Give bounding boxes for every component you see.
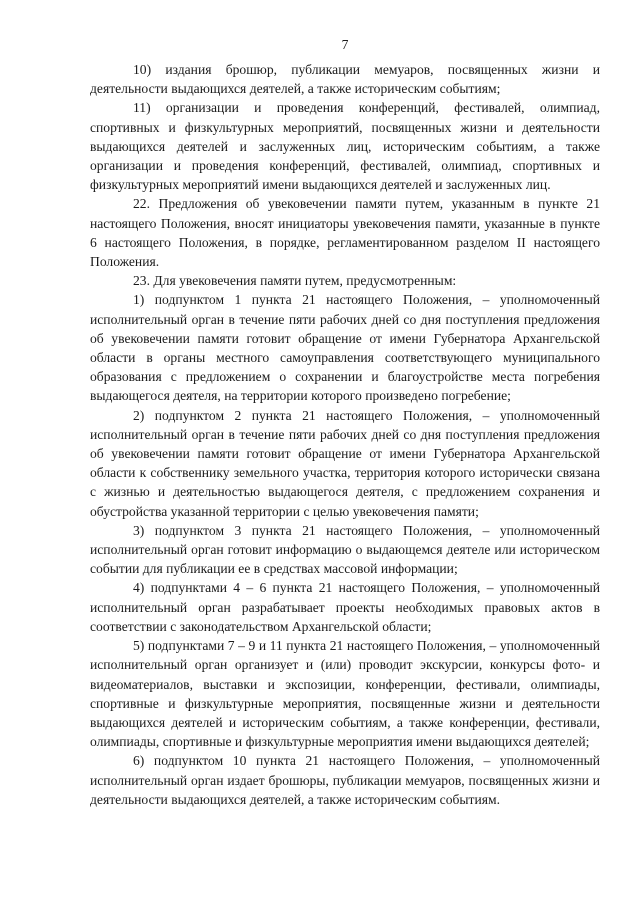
- paragraph-subitem-2: 2) подпунктом 2 пункта 21 настоящего Положения, – уполномоченный исполнительный орган в течение пяти рабочих дней со дня поступления предложения об увековечении памяти готовит обращение от имени Губернатора Архангельской области к собственнику земельного участка, территория которого исторически связана с жизнью и деятельностью выдающегося деятеля, с предложением сохранения и обустройства указанной территории с целью увековечения памяти;: [90, 407, 600, 519]
- paragraph-item-11: 11) организации и проведения конференций, фестивалей, олимпиад, спортивных и физкультурных мероприятий, посвященных жизни и деятельности выдающихся деятелей и заслуженных лиц, историческим событиям, а также организации и проведения конференций, фестивалей, олимпиад, спортивных и физкультурных мероприятий имени выдающихся деятелей и заслуженных лиц.: [90, 100, 600, 193]
- paragraph-subitem-3: 3) подпунктом 3 пункта 21 настоящего Положения, – уполномоченный исполнительный орган готовит информацию о выдающемся деятеле или историческом событии для публикации ее в средствах массовой информации;: [90, 522, 600, 577]
- paragraph-subitem-5: 5) подпунктами 7 – 9 и 11 пункта 21 настоящего Положения, – уполномоченный исполнительный орган организует и (или) проводит экскурсии, конкурсы фото- и видеоматериалов, выставки и экспозиции, конференции, фестивали, олимпиады, спортивные и физкультурные мероприятия, посвященные жизни и деятельности выдающихся деятелей и историческим событиям, а также конференции, фестивали, олимпиады, спортивные и физкультурные мероприятия имени выдающихся деятелей;: [90, 638, 600, 750]
- paragraph-subitem-1: 1) подпунктом 1 пункта 21 настоящего Положения, – уполномоченный исполнительный орган в течение пяти рабочих дней со дня поступления предложения об увековечении памяти готовит обращение от имени Губернатора Архангельской области в органы местного самоуправления соответствующего муниципального образования с предложением о сохранении и благоустройстве места погребения выдающегося деятеля, на территории которого произведено погребение;: [90, 292, 600, 404]
- paragraph-section-22: 22. Предложения об увековечении памяти путем, указанным в пункте 21 настоящего Положения, вносят инициаторы увековечения памяти, указанные в пункте 6 настоящего Положения, в порядке, регламентированном разделом II настоящего Положения.: [90, 196, 600, 270]
- paragraph-subitem-4: 4) подпунктами 4 – 6 пункта 21 настоящего Положения, – уполномоченный исполнительный орган разрабатывает проекты необходимых правовых актов в соответствии с законодательством Архангельской области;: [90, 580, 600, 634]
- document-page: [90, 0, 600, 905]
- paragraph-item-10: 10) издания брошюр, публикации мемуаров, посвященных жизни и деятельности выдающихся деятелей, а также историческим событиям;: [90, 62, 600, 97]
- document-body: [90, 60, 600, 809]
- page-number: 7: [341, 37, 349, 52]
- paragraph-section-23: 23. Для увековечения памяти путем, предусмотренным:: [133, 273, 457, 289]
- paragraph-subitem-6: 6) подпунктом 10 пункта 21 настоящего Положения, – уполномоченный исполнительный орган издает брошюры, публикации мемуаров, посвященных жизни и деятельности выдающихся деятелей, а также историческим событиям.: [90, 753, 600, 807]
